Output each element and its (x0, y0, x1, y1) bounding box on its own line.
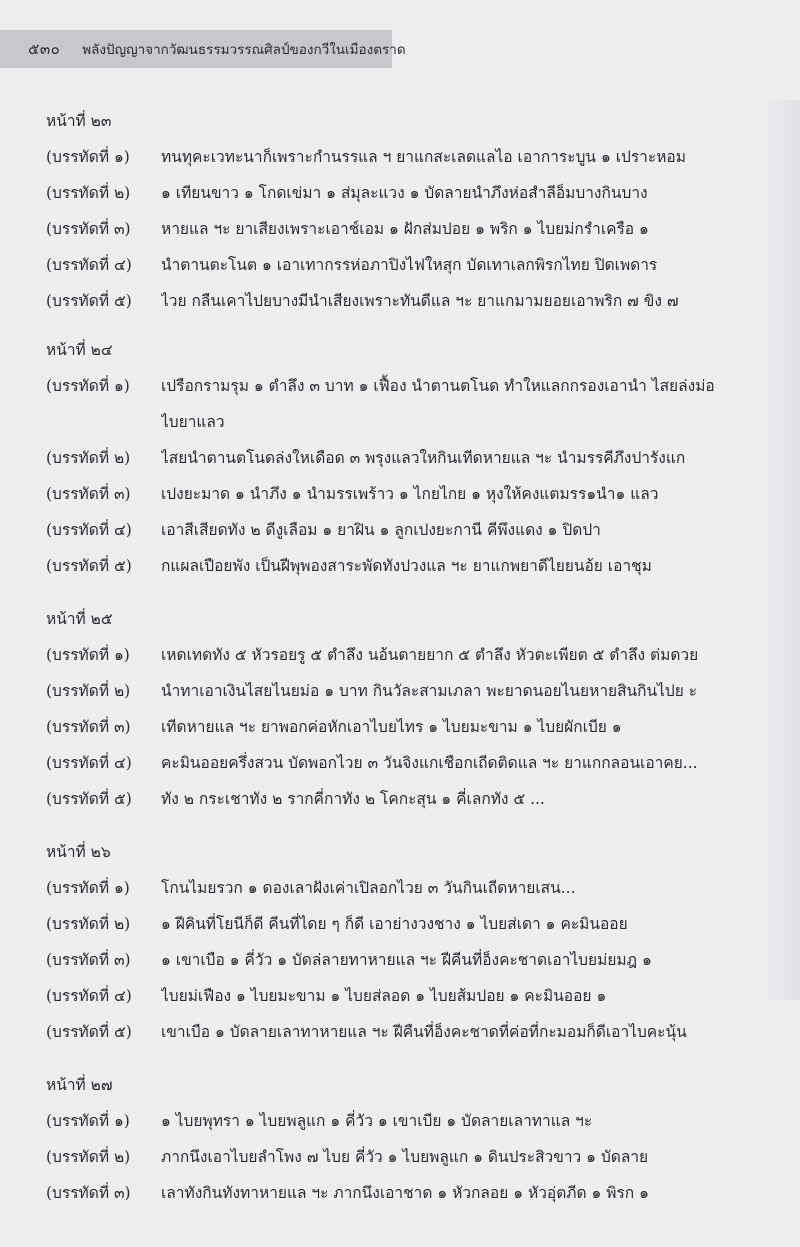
line-row (0, 440, 800, 476)
line-row (0, 1139, 800, 1175)
line-text: นำทาเอาเงินไสยไนยม่อ ๑ บาท กินวัละสามเภลา พะยาดนอยไนยหายสินกินไปย ะ (161, 682, 698, 700)
line-label: (บรรทัดที่ ๒) (46, 915, 131, 933)
line-text: ทัง ๒ กระเชาทัง ๒ รากคี่กาทัง ๒ โคกะสุน ๑ คี่เลกทัง ๕ ... (161, 790, 545, 808)
line-row (0, 709, 800, 745)
line-label: (บรรทัดที่ ๕) (46, 292, 132, 310)
line-label: (บรรทัดที่ ๑) (46, 148, 130, 166)
line-row (0, 781, 800, 817)
line-label: (บรรทัดที่ ๔) (46, 987, 132, 1005)
line-row (0, 745, 800, 781)
line-row (0, 283, 800, 319)
line-text: ไบยม่เฟือง ๑ ไบยมะขาม ๑ ไบยส่ลอด ๑ ไบยส้มปอย ๑ คะมินออย ๑ (161, 987, 607, 1005)
line-label: (บรรทัดที่ ๕) (46, 790, 132, 808)
line-row (0, 870, 800, 906)
line-row (0, 637, 800, 673)
line-text: ไสยนำตานตโนดล่งใหเดือด ๓ พรุงแลวใหกินเทีดหายแล ฯะ นำมรรคีภึงปารังแก (161, 449, 686, 467)
section-title: หน้าที่ ๒๗ (46, 1076, 113, 1094)
line-row (0, 211, 800, 247)
line-row (0, 978, 800, 1014)
line-text: เหดเทดทัง ๕ หัวรอยรู ๕ ตำลึง นอ้นตายยาก ๕ ตำลึง หัวตะเพียต ๕ ตำลึง ต่มดวย (161, 646, 699, 664)
line-row (0, 673, 800, 709)
page-section (0, 333, 800, 584)
section-title: หน้าที่ ๒๖ (46, 843, 111, 861)
line-text: หายแล ฯะ ยาเสียงเพราะเอาช์เอม ๑ ฝักส่มปอย ๑ พริก ๑ ไบยม่กรำเครือ ๑ (161, 220, 649, 238)
line-text: เขาเบือ ๑ บัดลายเลาทาหายแล ฯะ ฝีคืนที่อ็งคะชาดที่ค่อที่กะมอมก็ดีเอาไบคะนุ้น (161, 1023, 687, 1041)
running-header (0, 30, 406, 68)
line-text: เปงยะมาด ๑ นำภึง ๑ นำมรรเพร้าว ๑ ไกยไกย ๑ หุงให้คงแตมรร๑นำ๑ แลว (161, 485, 659, 503)
line-row (0, 906, 800, 942)
line-label: (บรรทัดที่ ๕) (46, 1023, 132, 1041)
line-row (0, 247, 800, 283)
line-text: เทีดหายแล ฯะ ยาพอกค่อหักเอาไบยไทร ๑ ไบยมะขาม ๑ ไบยผักเบีย ๑ (161, 718, 622, 736)
line-label: (บรรทัดที่ ๓) (46, 718, 131, 736)
line-label: (บรรทัดที่ ๒) (46, 449, 131, 467)
page-section (0, 1068, 800, 1211)
line-text: คะมินออยครึ่งสวน บัดพอกไวย ๓ วันจิงแกเชือกเถีดติดแล ฯะ ยาแกกลอนเอาคย... (161, 754, 698, 772)
page-section (0, 104, 800, 319)
line-label: (บรรทัดที่ ๓) (46, 220, 131, 238)
line-label: (บรรทัดที่ ๓) (46, 1184, 131, 1202)
line-row (0, 1175, 800, 1211)
line-label: (บรรทัดที่ ๔) (46, 521, 132, 539)
line-text: ไวย กลืนเคาไปยบางมีนำเสียงเพราะทันดีแล ฯะ ยาแกมามยอยเอาพริก ๗ ขิง ๗ (161, 292, 679, 310)
line-text: กแผลเปือยพัง เป็นฝีพุพองสาระพัดทังปวงแล ฯะ ยาแกพยาดีไยยนอ้ย เอาชุม (161, 557, 652, 575)
line-text: ๑ เทียนขาว ๑ โกดเข่มา ๑ ส่มุละแวง ๑ บัดลายนำภึงห่อสำลีอ็มบางกินบาง (161, 184, 648, 202)
line-row (0, 1014, 800, 1050)
line-text: ๑ เขาเบือ ๑ คี่วัว ๑ บัดล่ลายทาหายแล ฯะ ฝีคีนที่อ็งคะชาดเอาไบยม่ยมฎ ๑ (161, 951, 652, 969)
line-row (0, 512, 800, 548)
section-title: หน้าที่ ๒๕ (46, 610, 113, 628)
line-row (0, 476, 800, 512)
line-label: (บรรทัดที่ ๑) (46, 646, 130, 664)
line-text: ๑ ไบยพุทรา ๑ ไบยพลูแก ๑ คี่วัว ๑ เขาเบีย ๑ บัดลายเลาทาแล ฯะ (161, 1112, 593, 1130)
line-row (0, 1103, 800, 1139)
line-text: ๑ ฝีคินที่โยนีก็ดี คีนที่ไดย ๆ ก็ดี เอาย่างวงชาง ๑ ไบยส่เดา ๑ คะมินออย (161, 915, 628, 933)
line-row (0, 139, 800, 175)
line-row (0, 368, 800, 440)
line-label: (บรรทัดที่ ๓) (46, 485, 131, 503)
line-label: (บรรทัดที่ ๑) (46, 1112, 130, 1130)
line-text: นำตานตะโนต ๑ เอาเทากรรห่อภาปิงไฟใหสุก บัดเทาเลกพิรกไทย ปิดเพดาร (161, 256, 658, 274)
line-label: (บรรทัดที่ ๔) (46, 754, 132, 772)
line-text: ทนทุคะเวทะนาก็เพราะกำนรรแล ฯ ยาแกสะเลดแลไอ เอาการะบูน ๑ เปราะหอม (161, 148, 686, 166)
line-label: (บรรทัดที่ ๔) (46, 256, 132, 274)
page-number: ๕๓๐ (28, 40, 61, 58)
line-label: (บรรทัดที่ ๑) (46, 879, 130, 897)
section-title: หน้าที่ ๒๓ (46, 112, 112, 130)
section-title: หน้าที่ ๒๔ (46, 341, 113, 359)
line-text: เปรือกรามรุม ๑ ตำลึง ๓ บาท ๑ เฟื้อง นำตานตโนด ทำใหแลกกรองเอานำ ไสยล่งม่อ ไบยาแลว (161, 377, 715, 431)
line-label: (บรรทัดที่ ๕) (46, 557, 132, 575)
line-text: ภากนึงเอาไบยลำโพง ๗ ไบย คี่วัว ๑ ไบยพลูแก ๑ ดินประสิวขาว ๑ บัดลาย (161, 1148, 649, 1166)
line-text: โกนไมยรวก ๑ ดองเลาฝังเค่าเปิลอกไวย ๓ วันกินเถีดหายเสน... (161, 879, 576, 897)
line-row (0, 942, 800, 978)
line-label: (บรรทัดที่ ๓) (46, 951, 131, 969)
page-section (0, 835, 800, 1050)
line-label: (บรรทัดที่ ๒) (46, 184, 131, 202)
line-text: เลาทังกินทังทาหายแล ฯะ ภากนึงเอาชาด ๑ หัวกลอย ๑ หัวอุ่ตภีด ๑ พิรก ๑ (161, 1184, 649, 1202)
line-label: (บรรทัดที่ ๒) (46, 1148, 131, 1166)
line-label: (บรรทัดที่ ๑) (46, 377, 130, 395)
line-text: เอาสีเสียดทัง ๒ ดีงูเลือม ๑ ยาฝิน ๑ ลูกเปงยะกานี คีพึงแดง ๑ ปิดปา (161, 521, 601, 539)
line-row (0, 175, 800, 211)
transcription-body (0, 104, 800, 1229)
line-label: (บรรทัดที่ ๒) (46, 682, 131, 700)
book-title: พลังปัญญาจากวัฒนธรรมวรรณศิลป์ของกวีในเมืองตราด (82, 42, 406, 58)
page-section (0, 602, 800, 817)
line-row (0, 548, 800, 584)
